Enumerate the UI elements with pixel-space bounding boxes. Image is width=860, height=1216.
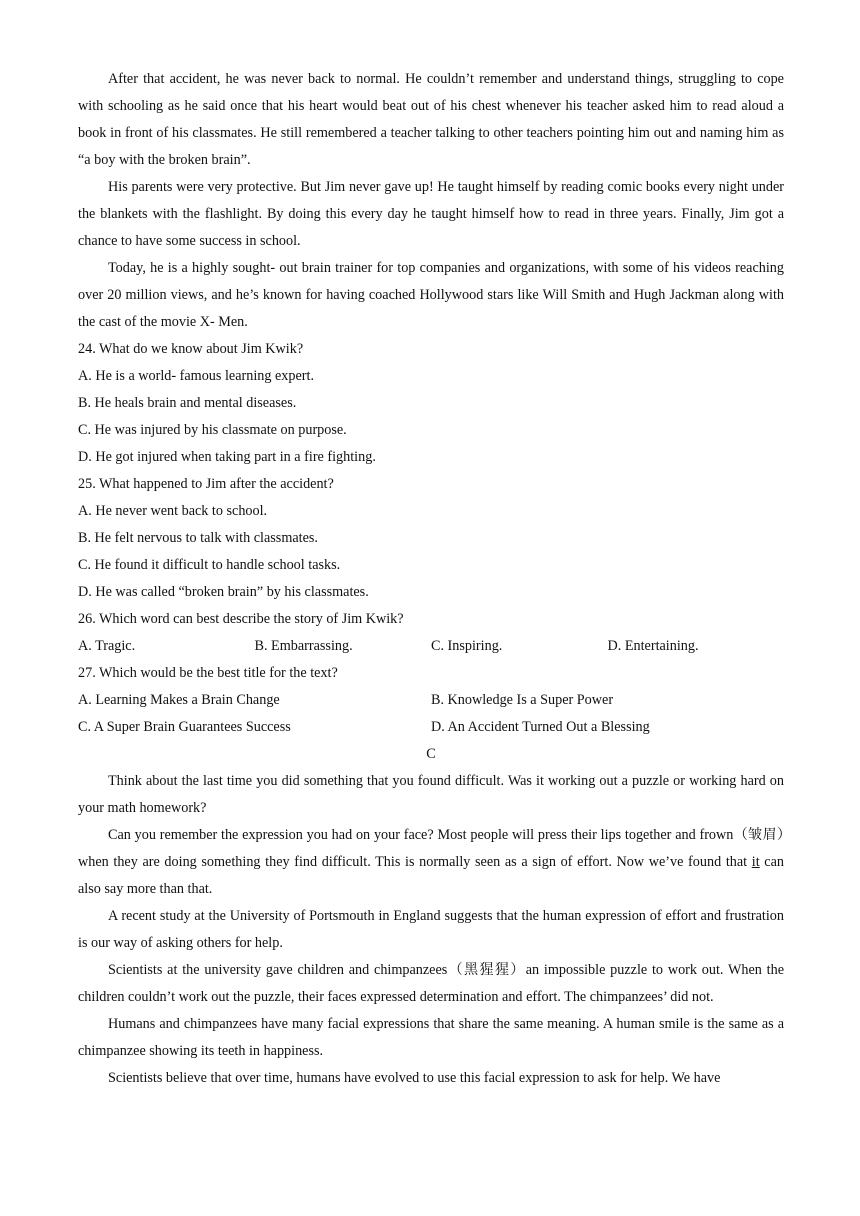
question-24-option-b: B. He heals brain and mental diseases. — [78, 395, 297, 411]
question-26 — [78, 606, 784, 660]
question-25-option-b: B. He felt nervous to talk with classmates. — [78, 530, 318, 546]
question-24 — [78, 336, 784, 471]
passage-b-paragraph-3: Today, he is a highly sought- out brain trainer for top companies and organizations, with some of his videos reaching over 20 million views, and he’s known for having coached Hollywood stars like Will Smith and Hugh Jackman along with the cast of the movie X- Men. — [78, 260, 784, 330]
passage-c-paragraph-1: Think about the last time you did something that you found difficult. Was it working out a puzzle or working hard on your math homework? — [78, 773, 784, 816]
passage-c-paragraph-6: Scientists believe that over time, humans have evolved to use this facial expression to ask for help. We have — [108, 1070, 721, 1086]
question-25-stem: 25. What happened to Jim after the accident? — [78, 476, 334, 492]
question-27-options-row-2 — [78, 714, 784, 741]
passage-b-paragraph-1: After that accident, he was never back to normal. He couldn’t remember and understand things, struggling to cope with schooling as he said once that his heart would beat out of his chest whenever his teacher asked him to read aloud a book in front of his classmates. He still remembered a teacher talking to other teachers pointing him out and naming him as “a boy with the broken brain”. — [78, 71, 784, 168]
question-26-stem: 26. Which word can best describe the story of Jim Kwik? — [78, 611, 404, 627]
question-26-option-b: B. Embarrassing. — [254, 638, 353, 654]
passage-c-paragraph-2-before: Can you remember the expression you had on your face? Most people will press their lips together and frown（皱眉）when they are doing something they find difficult. This is normally seen as a sign of effort. Now we’ve found that — [78, 827, 784, 870]
question-24-option-a: A. He is a world- famous learning expert. — [78, 368, 314, 384]
question-27-option-c: C. A Super Brain Guarantees Success — [78, 719, 291, 735]
section-letter-c: C — [426, 746, 436, 762]
passage-b-paragraph-2: His parents were very protective. But Jim never gave up! He taught himself by reading comic books every night under the blankets with the flashlight. By doing this every day he taught himself how to read in three years. Finally, Jim got a chance to have some success in school. — [78, 179, 784, 249]
passage-c-paragraph-2 — [78, 822, 784, 903]
question-25-option-c: C. He found it difficult to handle school tasks. — [78, 557, 341, 573]
question-27 — [78, 660, 784, 741]
question-27-option-b: B. Knowledge Is a Super Power — [431, 692, 614, 708]
question-25-option-a: A. He never went back to school. — [78, 503, 268, 519]
question-24-stem: 24. What do we know about Jim Kwik? — [78, 341, 304, 357]
question-25-option-d: D. He was called “broken brain” by his classmates. — [78, 584, 369, 600]
question-24-option-c: C. He was injured by his classmate on purpose. — [78, 422, 347, 438]
passage-c-paragraph-5: Humans and chimpanzees have many facial expressions that share the same meaning. A human smile is the same as a chimpanzee showing its teeth in happiness. — [78, 1016, 784, 1059]
question-26-option-c: C. Inspiring. — [431, 638, 503, 654]
question-27-stem: 27. Which would be the best title for the text? — [78, 665, 338, 681]
passage-c-paragraph-2-after: can also say more than that. — [78, 854, 784, 897]
question-24-option-d: D. He got injured when taking part in a fire fighting. — [78, 449, 376, 465]
passage-c-paragraph-4: Scientists at the university gave children and chimpanzees（黑猩猩）an impossible puzzle to work out. When the children couldn’t work out the puzzle, their faces expressed determination and effort. The chimpanzees’ did not. — [78, 962, 784, 1005]
question-27-options-row-1 — [78, 687, 784, 714]
passage-c-paragraph-3: A recent study at the University of Portsmouth in England suggests that the human expression of effort and frustration is our way of asking others for help. — [78, 908, 784, 951]
document-page — [78, 66, 784, 1092]
question-26-option-d: D. Entertaining. — [607, 638, 699, 654]
question-26-option-a: A. Tragic. — [78, 638, 136, 654]
question-25 — [78, 471, 784, 606]
question-27-option-d: D. An Accident Turned Out a Blessing — [431, 719, 650, 735]
underlined-word-it: it — [751, 854, 760, 870]
question-27-option-a: A. Learning Makes a Brain Change — [78, 692, 280, 708]
question-26-options — [78, 633, 784, 660]
